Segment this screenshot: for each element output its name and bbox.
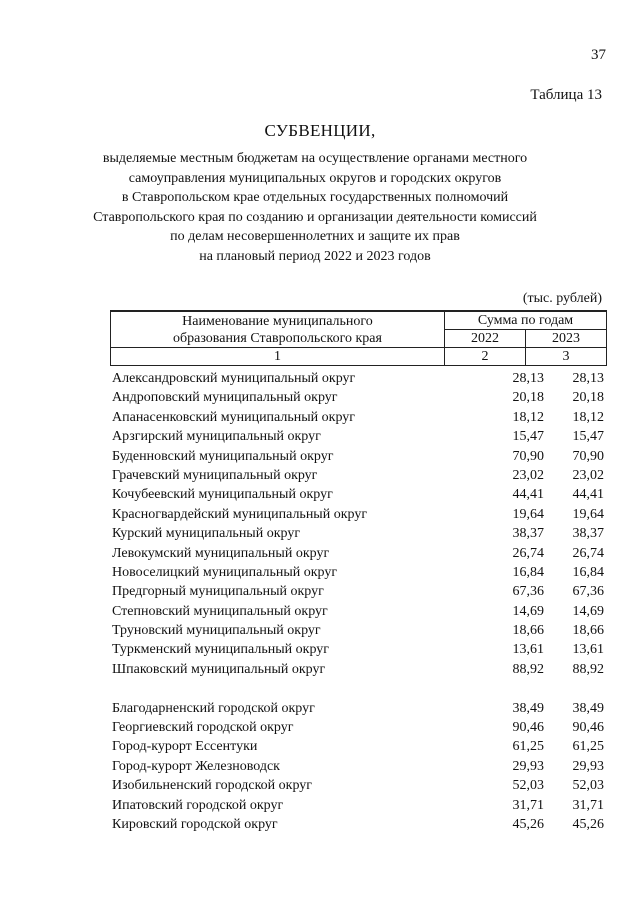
table-row: [112, 699, 604, 718]
header-year-2022: 2022: [445, 330, 526, 348]
subtitle-line: в Ставропольском крае отдельных государственных полномочий: [121, 190, 509, 205]
units-label: (тыс. рублей): [522, 291, 602, 306]
subtitle-line: самоуправления муниципальных округов и городских округов: [128, 170, 502, 186]
subtitle-line: по делам несовершеннолетних и защите их прав: [170, 229, 460, 244]
row-value-2022: 19,64: [512, 506, 544, 522]
row-value-2022: 38,49: [512, 700, 544, 716]
row-value-2023: 28,13: [572, 371, 604, 386]
section-spacer: [112, 679, 604, 698]
row-name: Шпаковский муниципальный округ: [112, 661, 326, 677]
row-value-2023: 44,41: [572, 487, 604, 503]
table-row: [112, 660, 604, 679]
table-row: [112, 369, 604, 388]
table-row: [112, 466, 604, 485]
row-name: Буденновский муниципальный округ: [112, 448, 334, 464]
row-name: Грачевский муниципальный округ: [112, 467, 318, 483]
table-row: [112, 544, 604, 563]
row-name: Курский муниципальный округ: [112, 526, 301, 542]
subtitle-line: Ставропольского края по созданию и организации деятельности комиссий: [93, 209, 537, 225]
header-year-2023: 2023: [526, 330, 607, 348]
table-row: [112, 408, 604, 427]
row-name: Благодарненский городской округ: [112, 700, 315, 716]
table-row: [112, 796, 604, 815]
table-row: [112, 815, 604, 834]
row-value-2023: 52,03: [572, 778, 604, 794]
row-value-2023: 31,71: [572, 797, 604, 813]
row-value-2023: 14,69: [572, 603, 604, 619]
table-row: [112, 485, 604, 504]
table-row: [112, 640, 604, 659]
table-row: [112, 602, 604, 621]
row-value-2023: 29,93: [572, 758, 604, 774]
row-name: Изобильненский городской округ: [112, 778, 313, 794]
table-row: [112, 427, 604, 446]
row-name: Город-курорт Железноводск: [112, 758, 280, 774]
row-name: Предгорный муниципальный округ: [112, 584, 324, 600]
document-subtitle: [90, 149, 540, 266]
row-name: Красногвардейский муниципальный округ: [112, 506, 368, 522]
row-value-2022: 15,47: [512, 429, 544, 445]
row-value-2022: 67,36: [512, 584, 544, 600]
table-row: [112, 582, 604, 601]
table-row: [112, 757, 604, 776]
row-value-2022: 88,92: [512, 661, 544, 677]
row-value-2022: 29,93: [512, 758, 544, 774]
table-label: Таблица 13: [530, 87, 602, 103]
table-row: [112, 563, 604, 582]
row-value-2023: 18,12: [572, 409, 604, 425]
header-col-1: 1: [111, 348, 445, 366]
table-row: [112, 388, 604, 407]
row-value-2022: 52,03: [512, 778, 544, 794]
row-value-2022: 31,71: [512, 797, 544, 813]
row-value-2022: 16,84: [512, 564, 544, 580]
table-row: [112, 776, 604, 795]
row-value-2023: 13,61: [572, 642, 604, 658]
row-value-2023: 15,47: [572, 429, 604, 445]
header-sum-label: Сумма по годам: [445, 311, 607, 330]
row-value-2022: 70,90: [512, 448, 544, 464]
row-name: Город-курорт Ессентуки: [112, 739, 258, 755]
row-value-2023: 88,92: [572, 661, 604, 677]
row-value-2023: 38,49: [572, 700, 604, 716]
row-name: Туркменский муниципальный округ: [112, 642, 329, 658]
row-value-2023: 18,66: [572, 623, 604, 639]
table-row: [112, 505, 604, 524]
row-value-2023: 67,36: [572, 584, 604, 600]
subtitle-line: выделяемые местным бюджетам на осуществление органами местного: [102, 151, 528, 166]
row-name: Ипатовский городской округ: [112, 797, 284, 813]
row-value-2023: 45,26: [572, 816, 604, 832]
row-value-2023: 90,46: [572, 720, 604, 736]
row-value-2022: 38,37: [512, 526, 544, 542]
row-value-2022: 90,46: [512, 720, 544, 736]
header-name-line2: образования Ставропольского края: [173, 330, 382, 346]
row-value-2022: 14,69: [512, 603, 544, 619]
document-heading: СУБВЕНЦИИ,: [264, 121, 376, 140]
row-value-2023: 38,37: [572, 526, 604, 542]
row-name: Кочубеевский муниципальный округ: [112, 487, 333, 503]
row-name: Кировский городской округ: [112, 816, 278, 832]
table-body: [112, 369, 604, 834]
table-row: [112, 718, 604, 737]
row-value-2022: 61,25: [512, 739, 544, 755]
row-name: Александровский муниципальный округ: [112, 371, 356, 386]
row-name: Степновский муниципальный округ: [112, 603, 328, 619]
header-name-line1: Наименование муниципального: [182, 313, 373, 329]
row-value-2022: 18,12: [512, 409, 544, 425]
row-name: Арзгирский муниципальный округ: [112, 429, 321, 445]
row-value-2023: 20,18: [572, 390, 604, 406]
header-col-2: 2: [445, 348, 526, 366]
row-value-2022: 18,66: [512, 623, 544, 639]
row-value-2023: 16,84: [572, 564, 604, 580]
table-header: [110, 310, 607, 366]
table-row: [112, 621, 604, 640]
header-name-cell: [111, 311, 445, 348]
row-value-2023: 26,74: [572, 545, 604, 561]
subtitle-line: на плановый период 2022 и 2023 годов: [199, 248, 431, 264]
row-name: Андроповский муниципальный округ: [112, 390, 338, 406]
row-name: Апанасенковский муниципальный округ: [112, 409, 356, 425]
row-value-2022: 44,41: [512, 487, 544, 503]
row-name: Новоселицкий муниципальный округ: [112, 564, 338, 580]
row-value-2022: 13,61: [512, 642, 544, 658]
row-name: Георгиевский городской округ: [112, 720, 294, 736]
row-value-2022: 45,26: [512, 816, 544, 832]
row-name: Труновский муниципальный округ: [112, 623, 321, 639]
row-value-2023: 70,90: [572, 448, 604, 464]
header-col-3: 3: [526, 348, 607, 366]
row-value-2023: 23,02: [572, 467, 604, 483]
row-value-2023: 19,64: [572, 506, 604, 522]
row-name: Левокумский муниципальный округ: [112, 545, 330, 561]
table-row: [112, 447, 604, 466]
row-value-2022: 20,18: [512, 390, 544, 406]
table-row: [112, 524, 604, 543]
row-value-2022: 28,13: [512, 371, 544, 386]
table-row: [112, 737, 604, 756]
row-value-2023: 61,25: [572, 739, 604, 755]
page-number: 37: [591, 47, 606, 63]
row-value-2022: 26,74: [512, 545, 544, 561]
row-value-2022: 23,02: [512, 467, 544, 483]
